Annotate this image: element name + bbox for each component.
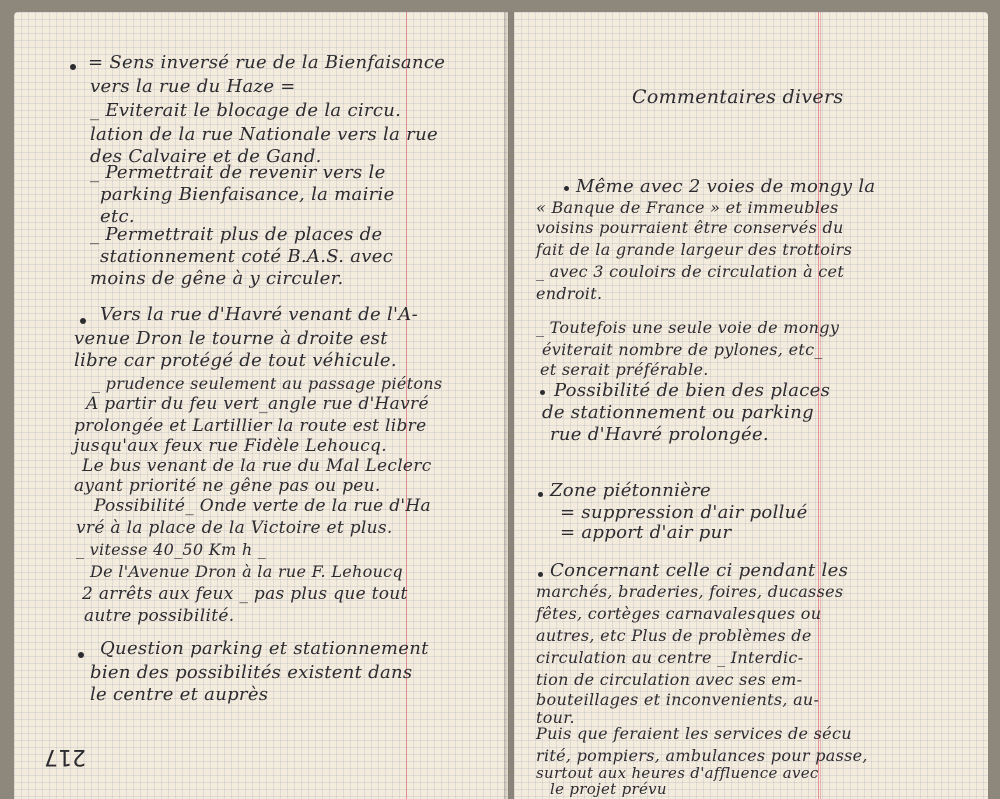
page-number: 217 <box>44 744 86 769</box>
left-line-2: vers la rue du Haze = <box>90 76 296 97</box>
right-line-2: « Banque de France » et immeubles <box>536 198 839 217</box>
right-title: Commentaires divers <box>632 86 844 108</box>
left-line-23: _ vitesse 40_50 Km h _ <box>76 540 267 559</box>
bullet-7 <box>538 572 543 577</box>
left-page <box>14 12 508 799</box>
left-line-9: _ Permettrait plus de places de <box>90 224 383 245</box>
left-line-8: etc. <box>100 206 135 227</box>
left-line-15: _ prudence seulement au passage piétons <box>92 374 443 393</box>
right-line-26: surtout aux heures d'affluence avec <box>536 764 819 782</box>
right-page <box>514 12 988 799</box>
right-line-20: circulation au centre _ Interdic- <box>536 648 804 667</box>
left-line-20: ayant priorité ne gêne pas ou peu. <box>74 476 381 496</box>
left-line-16: A partir du feu vert_angle rue d'Havré <box>86 394 429 414</box>
left-line-21: Possibilité_ Onde verte de la rue d'Ha <box>94 496 431 516</box>
bullet-6 <box>538 492 543 497</box>
right-line-14: = suppression d'air pollué <box>560 502 808 523</box>
right-line-21: tion de circulation avec ses em- <box>536 670 803 689</box>
right-line-22: bouteillages et inconvenients, au- <box>536 690 820 709</box>
left-line-10: stationnement coté B.A.S. avec <box>100 246 394 267</box>
right-line-13: Zone piétonnière <box>550 480 711 501</box>
bullet-3 <box>78 652 84 658</box>
right-line-19: autres, etc Plus de problèmes de <box>536 626 812 645</box>
left-line-13: venue Dron le tourne à droite est <box>74 328 388 349</box>
bullet-1 <box>70 64 76 70</box>
bullet-2 <box>80 318 86 324</box>
right-line-6: endroit. <box>536 284 603 303</box>
right-line-17: marchés, braderies, foires, ducasses <box>536 582 844 601</box>
left-line-14: libre car protégé de tout véhicule. <box>74 350 397 371</box>
left-line-7: parking Bienfaisance, la mairie <box>100 184 395 205</box>
right-line-27: le projet prévu <box>550 780 667 798</box>
right-line-8: éviterait nombre de pylones, etc_ <box>542 340 823 359</box>
right-line-3: voisins pourraient être conservés du <box>536 218 844 237</box>
left-line-11: moins de gêne à y circuler. <box>90 268 344 289</box>
left-line-29: le centre et auprès <box>90 684 269 705</box>
left-line-27: Question parking et stationnement <box>100 638 429 659</box>
right-line-7: _ Toutefois une seule voie de mongy <box>536 318 840 337</box>
left-line-19: Le bus venant de la rue du Mal Leclerc <box>82 456 432 476</box>
right-line-11: de stationnement ou parking <box>542 402 814 423</box>
left-line-17: prolongée et Lartillier la route est libre <box>74 416 427 436</box>
right-line-5: _ avec 3 couloirs de circulation à cet <box>536 262 845 281</box>
left-line-1: = Sens inversé rue de la Bienfaisance <box>88 52 446 73</box>
right-line-24: Puis que feraient les services de sécu <box>536 724 852 743</box>
right-line-9: et serait préférable. <box>540 360 709 379</box>
right-line-4: fait de la grande largeur des trottoirs <box>536 240 853 259</box>
bullet-4 <box>564 186 569 191</box>
right-line-15: = apport d'air pur <box>560 522 732 543</box>
right-line-1: Même avec 2 voies de mongy la <box>576 176 876 197</box>
right-line-16: Concernant celle ci pendant les <box>550 560 849 581</box>
left-line-18: jusqu'aux feux rue Fidèle Lehoucq. <box>74 436 387 456</box>
right-line-10: Possibilité de bien des places <box>554 380 831 401</box>
right-line-12: rue d'Havré prolongée. <box>550 424 769 445</box>
left-line-12: Vers la rue d'Havré venant de l'A- <box>100 304 418 325</box>
right-margin-line-2 <box>820 12 821 799</box>
left-line-5: des Calvaire et de Gand. <box>90 146 322 167</box>
left-line-3: _ Eviterait le blocage de la circu. <box>90 100 402 121</box>
right-line-25: rité, pompiers, ambulances pour passe, <box>536 746 868 765</box>
left-line-25: 2 arrêts aux feux _ pas plus que tout <box>82 584 408 604</box>
left-line-6: _ Permettrait de revenir vers le <box>90 162 386 183</box>
left-line-26: autre possibilité. <box>84 606 235 626</box>
bullet-5 <box>540 390 545 395</box>
left-line-24: De l'Avenue Dron à la rue F. Lehoucq <box>90 562 403 581</box>
left-line-22: vré à la place de la Victoire et plus. <box>76 518 393 538</box>
left-line-4: lation de la rue Nationale vers la rue <box>90 124 438 145</box>
right-margin-line <box>818 12 819 799</box>
right-line-18: fêtes, cortèges carnavalesques ou <box>536 604 822 623</box>
right-line-23: tour. <box>536 708 575 727</box>
left-line-28: bien des possibilités existent dans <box>90 662 413 683</box>
